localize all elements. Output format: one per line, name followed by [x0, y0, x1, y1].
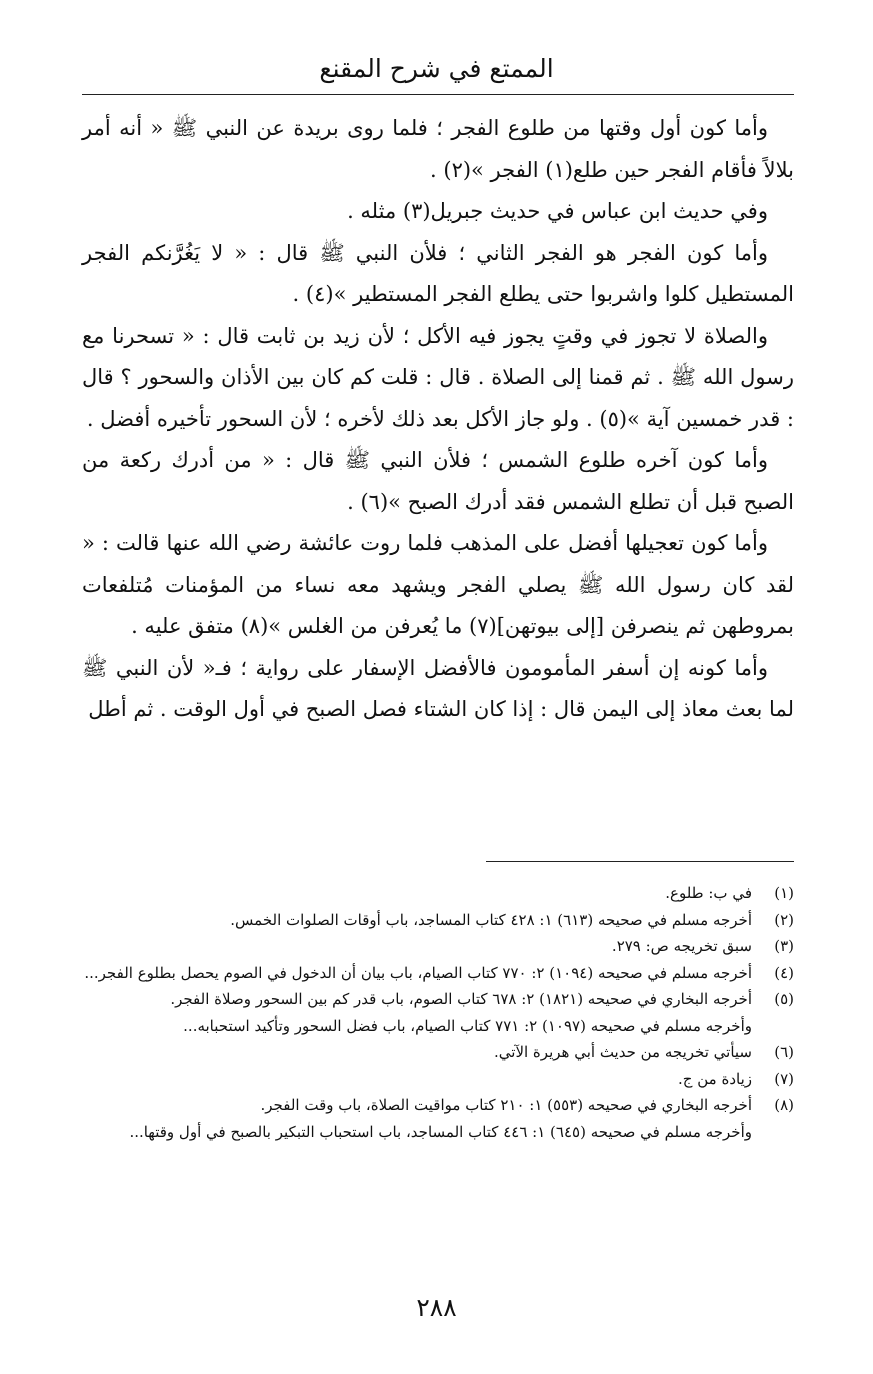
- footnote-number: (١): [774, 884, 794, 902]
- footnote-number: (٥): [774, 990, 794, 1008]
- paragraph: وأما كون تعجيلها أفضل على المذهب فلما روت عائشة رضي الله عنها قالت : « لقد كان رسول الله ﷺ يصلي الفجر ويشهد معه نساء من المؤمنات مُتلفعات بمروطهن ثم ينصرفن [إلى بيوتهن](٧) ما يُعرفن من الغلس »(٨) متفق عليه .: [82, 531, 794, 638]
- page-number: ٢٨٨: [416, 1293, 457, 1322]
- paragraph: والصلاة لا تجوز في وقتٍ يجوز فيه الأكل ؛ لأن زيد بن ثابت قال : « تسحرنا مع رسول الله ﷺ . ثم قمنا إلى الصلاة . قال : قلت كم كان بين الأذان والسحور ؟ قال : قدر خمسين آية »(٥) . ولو جاز الأكل بعد ذلك لأخره ؛ لأن السحور تأخيره أفضل .: [82, 323, 794, 431]
- footnote: [82, 1066, 794, 1093]
- paragraph: وأما كون الفجر هو الفجر الثاني ؛ فلأن النبي ﷺ قال : « لا يَغُرَّنكم الفجر المستطيل كلوا واشربوا حتى يطلع الفجر المستطير »(٤) .: [82, 240, 794, 306]
- running-head: الممتع في شرح المقنع: [319, 54, 554, 83]
- paragraph: وأما كونه إن أسفر المأمومون فالأفضل الإسفار على رواية ؛ فـ« لأن النبي ﷺ لما بعث معاذ إلى اليمن قال : إذا كان الشتاء فصل الصبح في أول الوقت . ثم أطل: [82, 655, 794, 721]
- footnote-number: (٦): [774, 1043, 794, 1061]
- footnote: [82, 933, 794, 960]
- footnote-text: أخرجه البخاري في صحيحه (١٨٢١) ٢: ٦٧٨ كتاب الصوم، باب قدر كم بين السحور وصلاة الفجر.: [170, 990, 752, 1008]
- footnote: [82, 960, 794, 987]
- footnote: [82, 907, 794, 934]
- footnote-text: في ب: طلوع.: [665, 884, 752, 902]
- footnote-number: (٧): [774, 1069, 794, 1088]
- footnote-number: (٣): [774, 937, 794, 955]
- header-rule: [82, 94, 794, 95]
- footnote-text: أخرجه البخاري في صحيحه (٥٥٣) ١: ٢١٠ كتاب مواقيت الصلاة، باب وقت الفجر.: [260, 1096, 752, 1114]
- footnotes: [82, 880, 794, 1145]
- main-text: [82, 108, 794, 731]
- footnote-text: أخرجه مسلم في صحيحه (٦١٣) ١: ٤٢٨ كتاب المساجد، باب أوقات الصلوات الخمس.: [230, 910, 752, 929]
- paragraph: وأما كون آخره طلوع الشمس ؛ فلأن النبي ﷺ قال : « من أدرك ركعة من الصبح قبل أن تطلع الشمس فقد أدرك الصبح »(٦) .: [82, 448, 794, 514]
- footnote: [82, 1039, 794, 1066]
- footnote-number: (٤): [774, 963, 794, 982]
- footnote-number: (٢): [774, 910, 794, 929]
- footnote: [82, 1092, 794, 1145]
- footnote: [82, 880, 794, 907]
- footnote-text: سبق تخريجه ص: ٢٧٩.: [611, 937, 752, 955]
- footnote-number: (٨): [774, 1096, 794, 1114]
- paragraph: وفي حديث ابن عباس في حديث جبريل(٣) مثله .: [347, 199, 768, 223]
- footnote-text: سيأتي تخريجه من حديث أبي هريرة الآتي.: [494, 1043, 752, 1061]
- paragraph: وأما كون أول وقتها من طلوع الفجر ؛ فلما روى بريدة عن النبي ﷺ « أنه أمر بلالاً فأقام الفجر حين طلع(١) الفجر »(٢) .: [82, 116, 794, 182]
- footnote-text: أخرجه مسلم في صحيحه (١٠٩٤) ٢: ٧٧٠ كتاب الصيام، باب بيان أن الدخول في الصوم يحصل بطلوع الفجر...: [84, 963, 752, 982]
- footnote-continuation: وأخرجه مسلم في صحيحه (٦٤٥) ١: ٤٤٦ كتاب المساجد، باب استحباب التبكير بالصبح في أول وقتها...: [129, 1122, 752, 1141]
- footnote-text: زيادة من ج.: [678, 1069, 752, 1088]
- footnote-rule: [486, 861, 794, 862]
- footnote: [82, 986, 794, 1039]
- footnote-continuation: وأخرجه مسلم في صحيحه (١٠٩٧) ٢: ٧٧١ كتاب الصيام، باب فضل السحور وتأكيد استحبابه...: [183, 1016, 752, 1035]
